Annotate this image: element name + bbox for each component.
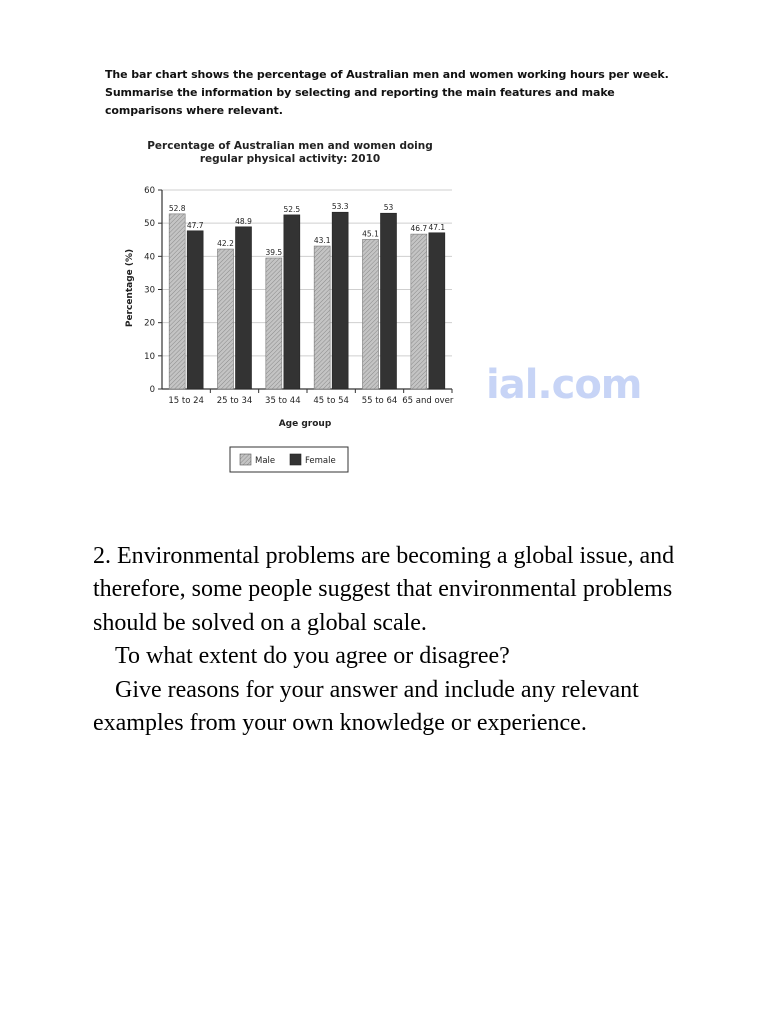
chart-title: Percentage of Australian men and women doing (147, 140, 433, 152)
data-label: 47.1 (428, 222, 446, 232)
y-tick-label: 30 (144, 285, 155, 296)
data-label: 48.9 (235, 216, 252, 226)
y-tick-label: 10 (144, 351, 155, 362)
watermark: ial.com (486, 362, 642, 408)
legend-swatch-female (290, 454, 301, 465)
task2-intro: 2. Environmental problems are becoming a global issue, and therefore, some people suggest that environmental problems should be solved on a global scale. (93, 543, 675, 636)
y-tick-label: 60 (144, 186, 155, 196)
bar-female (332, 212, 348, 389)
x-tick-label: 45 to 54 (313, 396, 349, 406)
x-tick-label: 15 to 24 (168, 396, 204, 406)
x-tick-label: 65 and over (402, 396, 454, 406)
bar-female (381, 213, 397, 389)
task1-line: Summarise the information by selecting and reporting the main features and make (105, 86, 615, 99)
data-label: 43.1 (313, 236, 331, 246)
task2-instructions (93, 674, 733, 741)
bar-male (411, 234, 427, 389)
data-label: 45.1 (362, 229, 379, 239)
task2-question: To what extent do you agree or disagree? (115, 643, 510, 670)
data-label: 42.2 (217, 239, 234, 249)
x-tick-label: 25 to 34 (216, 396, 253, 406)
bar-male (363, 239, 379, 389)
task2-instructions-text: Give reasons for your answer and include any relevant examples from your own knowledge or experience. (93, 676, 639, 737)
task1-line: comparisons where relevant. (105, 104, 283, 117)
x-tick-label: 35 to 44 (265, 396, 301, 406)
task1-line: The bar chart shows the percentage of Australian men and women working hours per week. (105, 68, 669, 81)
task2-prompt (93, 540, 733, 740)
y-tick-label: 50 (144, 219, 155, 230)
x-axis-label: Age group (278, 419, 332, 429)
bar-female (284, 215, 300, 389)
y-tick-label: 0 (149, 385, 155, 395)
bar-chart (110, 135, 470, 480)
data-label: 53 (383, 203, 394, 213)
data-label: 39.5 (265, 247, 283, 257)
y-tick-label: 20 (144, 318, 155, 329)
legend (230, 447, 348, 472)
bar-male (266, 258, 282, 389)
bar-male (169, 214, 185, 389)
legend-label-female: Female (305, 456, 336, 466)
bar-male (218, 249, 234, 389)
x-tick-label: 55 to 64 (361, 396, 398, 406)
bar-female (429, 233, 445, 389)
legend-label-male: Male (255, 456, 276, 466)
bar-female (236, 227, 252, 389)
bar-female (187, 231, 203, 389)
data-label: 53.3 (331, 202, 349, 212)
data-label: 52.5 (283, 204, 301, 214)
chart-subtitle: regular physical activity: 2010 (199, 153, 381, 165)
bar-male (314, 246, 330, 389)
legend-swatch-male (240, 454, 251, 465)
data-label: 47.7 (186, 220, 204, 230)
data-label: 46.7 (410, 224, 428, 234)
y-tick-label: 40 (144, 252, 155, 263)
y-axis-label: Percentage (%) (125, 248, 135, 328)
task1-instructions (105, 66, 705, 120)
data-label: 52.8 (168, 203, 186, 213)
